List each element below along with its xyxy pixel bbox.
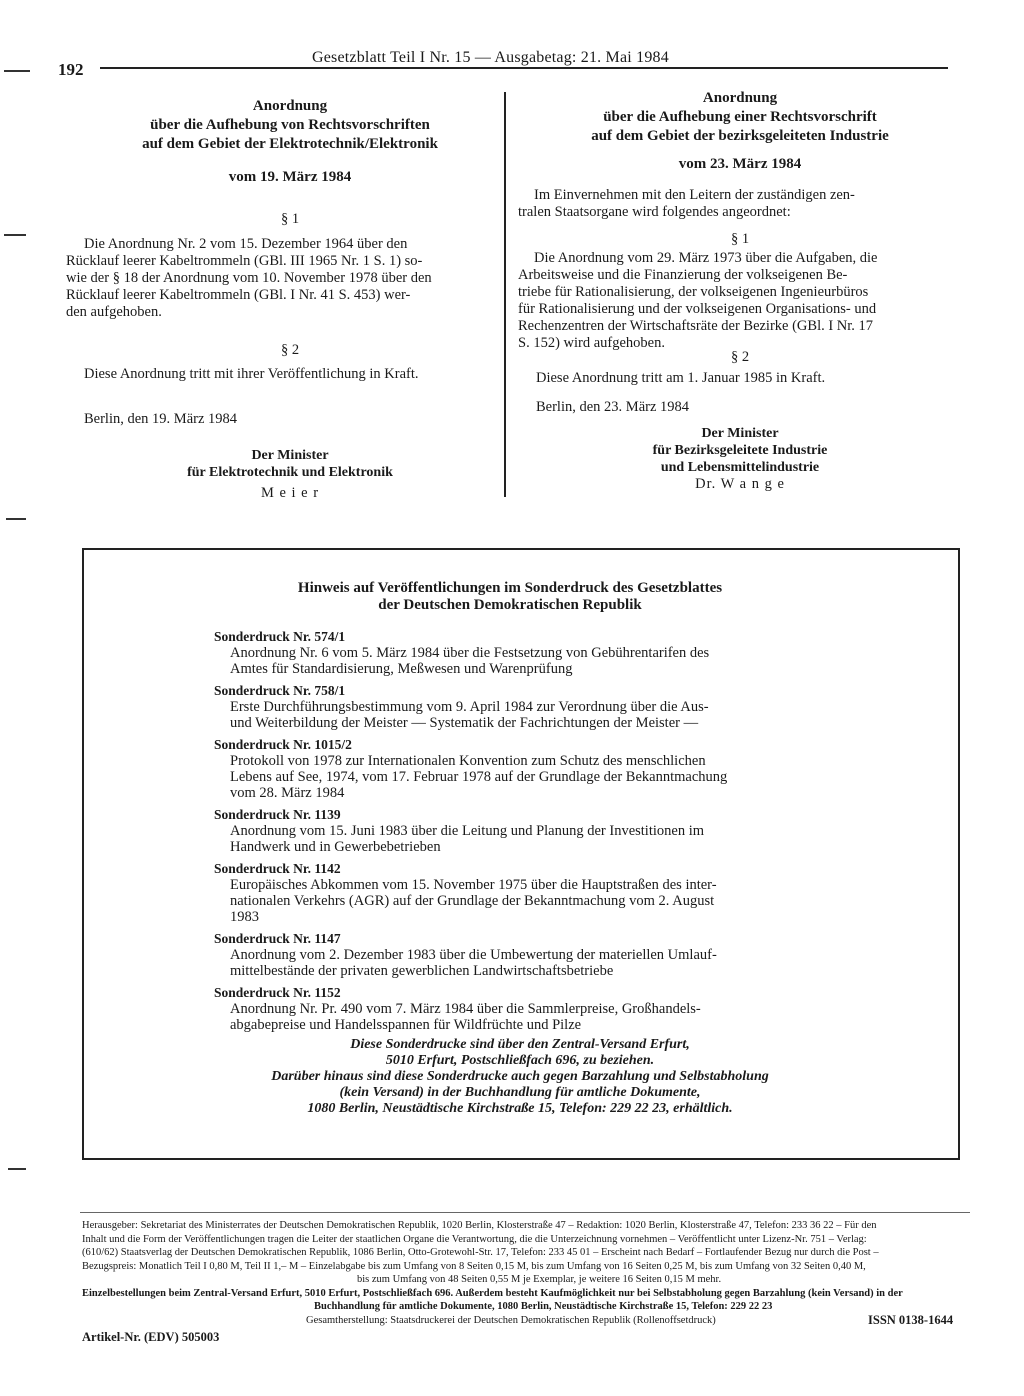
text-line: Europäisches Abkommen vom 15. November 1975 über die Hauptstraßen des inter- [230, 877, 717, 893]
notice-title-line: Hinweis auf Veröffentlichungen im Sonderdruck des Gesetzblattes [297, 580, 723, 596]
left-paragraph-2: Diese Anordnung tritt mit ihrer Veröffentlichung in Kraft. [84, 366, 419, 382]
page-number: 192 [58, 60, 84, 79]
text-line: 1080 Berlin, Neustädtische Kirchstraße 15, Telefon: 229 22 23, erhältlich. [307, 1101, 733, 1116]
right-anordnung-title [520, 89, 960, 146]
notice-order-info [200, 1037, 840, 1117]
sonderdruck-title: Sonderdruck Nr. 1139 [214, 807, 341, 822]
sonderdruck-entry [214, 985, 824, 1033]
text-line: Handwerk und in Gewerbebetrieben [230, 839, 441, 855]
issn: ISSN 0138-1644 [868, 1313, 954, 1327]
right-place-date: Berlin, den 23. März 1984 [536, 399, 690, 415]
imprint-line: Buchhandlung für amtliche Dokumente, 1080 Berlin, Neustädtische Kirchstraße 15, Telefon: 229 22 23 [314, 1301, 773, 1312]
sonderdruck-entry [214, 683, 824, 731]
imprint-line: Bezugspreis: Monatlich Teil I 0,80 M, Teil II 1,– M – Einzelabgabe bis zum Umfang von 8 Seiten 0,15 M, bis zum Umfang von 16 Seiten 0,25 M, bis zum Umfang von 32 Seiten 0,40 M, [82, 1260, 866, 1272]
text-line: Arbeitsweise und die Finanzierung der volkseigenen Be- [518, 267, 848, 283]
sonderdruck-list [214, 629, 824, 1039]
sonderdruck-title: Sonderdruck Nr. 1142 [214, 861, 341, 876]
notice-title-line: der Deutschen Demokratischen Republik [378, 597, 642, 613]
sonderdruck-text [214, 877, 824, 925]
sonderdruck-text [214, 947, 824, 979]
text-line: Anordnung vom 2. Dezember 1983 über die Umbewertung der materiellen Umlauf- [230, 947, 717, 963]
imprint-rule [80, 1212, 970, 1213]
right-paragraph-1-heading: § 1 [730, 231, 750, 247]
sonderdruck-title: Sonderdruck Nr. 1152 [214, 985, 341, 1000]
sonderdruck-text [214, 823, 824, 855]
left-signer-name: M e i e r [260, 485, 320, 501]
imprint [82, 1219, 972, 1327]
imprint-line: Herausgeber: Sekretariat des Ministerrates der Deutschen Demokratischen Republik, 1020 Berlin, Klosterstraße 47 – Redaktion: 1020 Berlin, Klosterstraße 47, Telefon: 233 36 22 – Für den [82, 1220, 877, 1231]
text-line: Rücklauf leerer Kabeltrommeln (GBl. I Nr. 41 S. 453) wer- [66, 287, 411, 303]
text-line: Amtes für Standardisierung, Meßwesen und Warenprüfung [230, 661, 573, 677]
right-intro [518, 187, 952, 221]
sonderdruck-title: Sonderdruck Nr. 1015/2 [214, 737, 352, 752]
text-line: mittelbestände der privaten gewerblichen Landwirtschaftsbetriebe [230, 963, 614, 979]
sonderdruck-text [214, 645, 824, 677]
right-paragraph-2-heading: § 2 [730, 349, 750, 365]
left-signature-block [80, 447, 500, 481]
left-title-line: Anordnung [252, 98, 328, 114]
scan-edge-mark [6, 518, 26, 520]
right-title-line: auf dem Gebiet der bezirksgeleiteten Industrie [591, 128, 889, 144]
sonderdruck-title: Sonderdruck Nr. 1147 [214, 931, 341, 946]
right-signature-block [520, 425, 960, 476]
text-line: Anordnung vom 15. Juni 1983 über die Leitung und Planung der Investitionen im [230, 823, 705, 839]
imprint-line: Gesamtherstellung: Staatsdruckerei der Deutschen Demokratischen Republik (Rollenoffsetdruck) [306, 1314, 716, 1326]
left-title-line: über die Aufhebung von Rechtsvorschriften [150, 117, 430, 133]
text-line: für Rationalisierung und der volkseigenen Organisations- und [518, 301, 877, 317]
text-line: (kein Versand) in der Buchhandlung für amtliche Dokumente, [339, 1085, 701, 1100]
text-line: nationalen Verkehrs (AGR) auf der Grundlage der Bekanntmachung vom 2. August [230, 893, 715, 909]
left-date: vom 19. März 1984 [228, 169, 352, 185]
sonderdruck-entry [214, 629, 824, 677]
column-divider [504, 92, 506, 497]
sonderdruck-text [214, 753, 824, 801]
sonderdruck-title: Sonderdruck Nr. 574/1 [214, 629, 346, 644]
text-line: Im Einvernehmen mit den Leitern der zuständigen zen- [534, 187, 855, 203]
left-anordnung-title [80, 97, 500, 154]
signer-title-line: Der Minister [701, 426, 779, 441]
sonderdruck-entry [214, 737, 824, 801]
right-signer-name: Dr. W a n g e [695, 476, 785, 492]
text-line: Diese Sonderdrucke sind über den Zentral-Versand Erfurt, [350, 1037, 690, 1052]
right-title-line: über die Aufhebung einer Rechtsvorschrift [603, 109, 877, 125]
text-line: 1983 [230, 909, 259, 925]
text-line: Protokoll von 1978 zur Internationalen Konvention zum Schutz des menschlichen [230, 753, 706, 769]
text-line: Lebens auf See, 1974, vom 17. Februar 1978 auf der Grundlage der Bekanntmachung [230, 769, 728, 785]
imprint-line: Einzelbestellungen beim Zentral-Versand Erfurt, 5010 Erfurt, Postschließfach 696. Außerdem besteht Kaufmöglichkeit nur bei Selbstabholung gegen Barzahlung (kein Versand) in der [82, 1287, 903, 1299]
text-line: Anordnung Nr. 6 vom 5. März 1984 über die Festsetzung von Gebührentarifen des [230, 645, 710, 661]
text-line: Darüber hinaus sind diese Sonderdrucke auch gegen Barzahlung und Selbstabholung [271, 1069, 769, 1084]
left-paragraph-2-heading: § 2 [280, 342, 300, 358]
text-line: den aufgehoben. [66, 304, 162, 320]
scan-edge-mark [8, 1168, 26, 1170]
text-line: und Weiterbildung der Meister — Systematik der Fachrichtungen der Meister — [230, 715, 699, 731]
scan-edge-mark [4, 234, 26, 236]
text-line: wie der § 18 der Anordnung vom 10. November 1978 über den [66, 270, 432, 286]
text-line: Anordnung Nr. Pr. 490 vom 7. März 1984 über die Sammlerpreise, Großhandels- [230, 1001, 701, 1017]
text-line: 5010 Erfurt, Postschließfach 696, zu beziehen. [385, 1053, 655, 1068]
sonderdruck-entry [214, 931, 824, 979]
scan-edge-mark [4, 70, 30, 72]
left-paragraph-1-heading: § 1 [280, 211, 300, 227]
sonderdruck-text [214, 1001, 824, 1033]
article-number: Artikel-Nr. (EDV) 505003 [82, 1330, 220, 1344]
text-line: Die Anordnung Nr. 2 vom 15. Dezember 1964 über den [84, 236, 408, 252]
text-line: vom 28. März 1984 [230, 785, 345, 801]
right-title-line: Anordnung [702, 90, 778, 106]
left-place-date: Berlin, den 19. März 1984 [84, 411, 238, 427]
text-line: triebe für Rationalisierung, der volkseigenen Ingenieurbüros [518, 284, 869, 300]
text-line: Rechenzentren der Wirtschaftsräte der Bezirke (GBl. I Nr. 17 [518, 318, 874, 334]
text-line: S. 152) wird aufgehoben. [518, 335, 665, 351]
signer-title-line: und Lebensmittelindustrie [660, 460, 820, 475]
text-line: abgabepreise und Handelsspannen für Wildfrüchte und Pilze [230, 1017, 582, 1033]
text-line: Rücklauf leerer Kabeltrommeln (GBl. III 1965 Nr. 1 S. 1) so- [66, 253, 423, 269]
signer-title-line: Der Minister [251, 448, 329, 463]
text-line: Die Anordnung vom 29. März 1973 über die Aufgaben, die [534, 250, 878, 266]
sonderdruck-title: Sonderdruck Nr. 758/1 [214, 683, 346, 698]
left-title-line: auf dem Gebiet der Elektrotechnik/Elektronik [142, 136, 438, 152]
left-paragraph-1 [66, 236, 494, 321]
text-line: tralen Staatsorgane wird folgendes angeordnet: [518, 204, 791, 220]
text-line: Erste Durchführungsbestimmung vom 9. April 1984 zur Verordnung über die Aus- [230, 699, 709, 715]
imprint-line: (610/62) Staatsverlag der Deutschen Demokratischen Republik, 1086 Berlin, Otto-Grotewohl-Str. 17, Telefon: 233 45 01 – Erscheint nach Bedarf – Fortlaufender Bezug nur durch die Post – [82, 1247, 879, 1258]
header-rule [100, 67, 948, 69]
sonderdruck-text [214, 699, 824, 731]
sonderdruck-entry [214, 807, 824, 855]
sonderdruck-entry [214, 861, 824, 925]
right-date: vom 23. März 1984 [678, 156, 802, 172]
header-title: Gesetzblatt Teil I Nr. 15 — Ausgabetag: 21. Mai 1984 [312, 49, 669, 66]
signer-title-line: für Elektrotechnik und Elektronik [187, 465, 393, 480]
signer-title-line: für Bezirksgeleitete Industrie [652, 443, 828, 458]
imprint-line: Inhalt und die Form der Veröffentlichungen tragen die Leiter der staatlichen Organe die Verantwortung, die die Unterzeichnung vornehmen – Veröffentlicht unter Lizenz-Nr. 751 – Verlag: [82, 1233, 867, 1245]
right-paragraph-2: Diese Anordnung tritt am 1. Januar 1985 in Kraft. [536, 370, 826, 386]
imprint-line: bis zum Umfang von 48 Seiten 0,55 M je Exemplar, je weitere 16 Seiten 0,15 M mehr. [357, 1274, 722, 1285]
notice-title [160, 580, 860, 614]
right-paragraph-1 [518, 250, 952, 352]
